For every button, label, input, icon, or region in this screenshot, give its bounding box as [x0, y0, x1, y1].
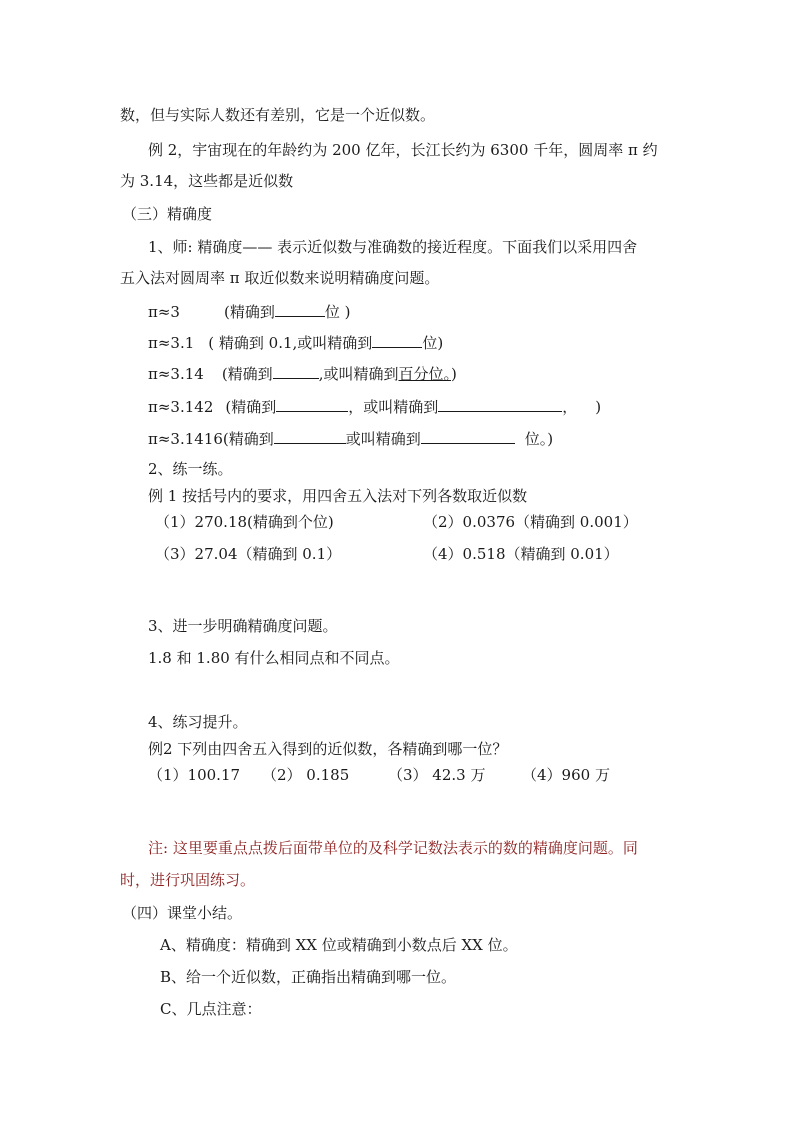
- example-1-item: （3）27.04（精确到 0.1）: [155, 545, 342, 563]
- example-2-line-1: 例 2，宇宙现在的年龄约为 200 亿年，长江长约为 6300 千年，圆周率 π 约: [148, 141, 658, 159]
- further-heading: 3、进一步明确精确度问题。: [148, 617, 338, 635]
- pi-text: (精确到: [222, 430, 274, 448]
- pi-text: ，: [562, 398, 578, 416]
- example-1-item: （1）270.18(精确到个位): [155, 513, 334, 531]
- fill-blank[interactable]: [421, 427, 515, 444]
- example-1-title: 例 1 按括号内的要求，用四舍五入法对下列各数取近似数: [148, 487, 528, 505]
- summary-item-a: A、精确度：精确到 XX 位或精确到小数点后 XX 位。: [160, 936, 518, 954]
- pi-value: π≈3.1: [148, 334, 195, 352]
- pi-text: ( 精确到 0.1,或叫精确到: [208, 334, 373, 352]
- example-2-line-2: 为 3.14，这些都是近似数: [120, 172, 294, 190]
- example-1-item: （4）0.518（精确到 0.01）: [423, 545, 619, 563]
- fill-blank[interactable]: [274, 427, 346, 444]
- pi-row-5: [148, 427, 553, 449]
- pi-text: 位 ): [324, 303, 351, 321]
- pi-text: 位): [422, 334, 444, 352]
- section-4-heading: （四）课堂小结。: [122, 904, 243, 922]
- fill-blank[interactable]: [276, 395, 348, 412]
- teacher-para-line-1: 1、师: 精确度—— 表示近似数与准确数的接近程度。下面我们以采用四舍: [148, 238, 638, 256]
- pi-value: π≈3.142: [148, 398, 214, 416]
- pi-text: (精确到: [223, 303, 275, 321]
- pi-text: 位。): [524, 430, 554, 448]
- pi-text: (精确到: [225, 398, 277, 416]
- teacher-note-line-2: 时，进行巩固练习。: [120, 871, 256, 889]
- further-question: 1.8 和 1.80 有什么相同点和不同点。: [148, 649, 400, 667]
- teacher-note-line-1: 注: 这里要重点点拨后面带单位的及科学记数法表示的数的精确度问题。同: [148, 839, 638, 857]
- pi-row-1: [148, 300, 350, 322]
- summary-item-c: C、几点注意：: [160, 1000, 262, 1018]
- section-3-heading: （三）精确度: [122, 205, 213, 223]
- pi-row-4: [148, 395, 601, 417]
- pi-text: ,或叫精确到: [318, 365, 399, 383]
- example-2-item: （3） 42.3 万: [388, 766, 486, 784]
- paragraph-line: 数，但与实际人数还有差别，它是一个近似数。: [120, 106, 436, 124]
- fill-blank[interactable]: [275, 300, 325, 317]
- pi-text: (精确到: [221, 365, 273, 383]
- example-2-item: （2） 0.185: [262, 766, 350, 784]
- pi-row-2: [148, 331, 443, 353]
- fill-blank[interactable]: [273, 362, 319, 379]
- example-2-item: （4）960 万: [522, 766, 610, 784]
- improve-heading: 4、练习提升。: [148, 713, 248, 731]
- pi-value: π≈3.1416: [148, 430, 223, 448]
- underlined-answer: 百分位。: [398, 365, 451, 383]
- pi-text: 或叫精确到: [345, 430, 421, 448]
- teacher-para-line-2: 五入法对圆周率 π 取近似数来说明精确度问题。: [120, 269, 440, 287]
- pi-value: π≈3.14: [148, 365, 204, 383]
- pi-text: ): [450, 365, 457, 383]
- pi-value: π≈3: [148, 303, 180, 321]
- fill-blank[interactable]: [372, 331, 422, 348]
- example-1-item: （2）0.0376（精确到 0.001）: [423, 513, 638, 531]
- example-2-title: 例2 下列由四舍五入得到的近似数，各精确到哪一位？: [148, 740, 508, 758]
- fill-blank[interactable]: [438, 395, 562, 412]
- pi-text: ): [595, 398, 602, 416]
- pi-row-3: [148, 362, 457, 384]
- practice-heading: 2、练一练。: [148, 460, 233, 478]
- pi-text: ，或叫精确到: [348, 398, 439, 416]
- summary-item-b: B、给一个近似数，正确指出精确到哪一位。: [160, 968, 457, 986]
- example-2-item: （1）100.17: [148, 766, 241, 784]
